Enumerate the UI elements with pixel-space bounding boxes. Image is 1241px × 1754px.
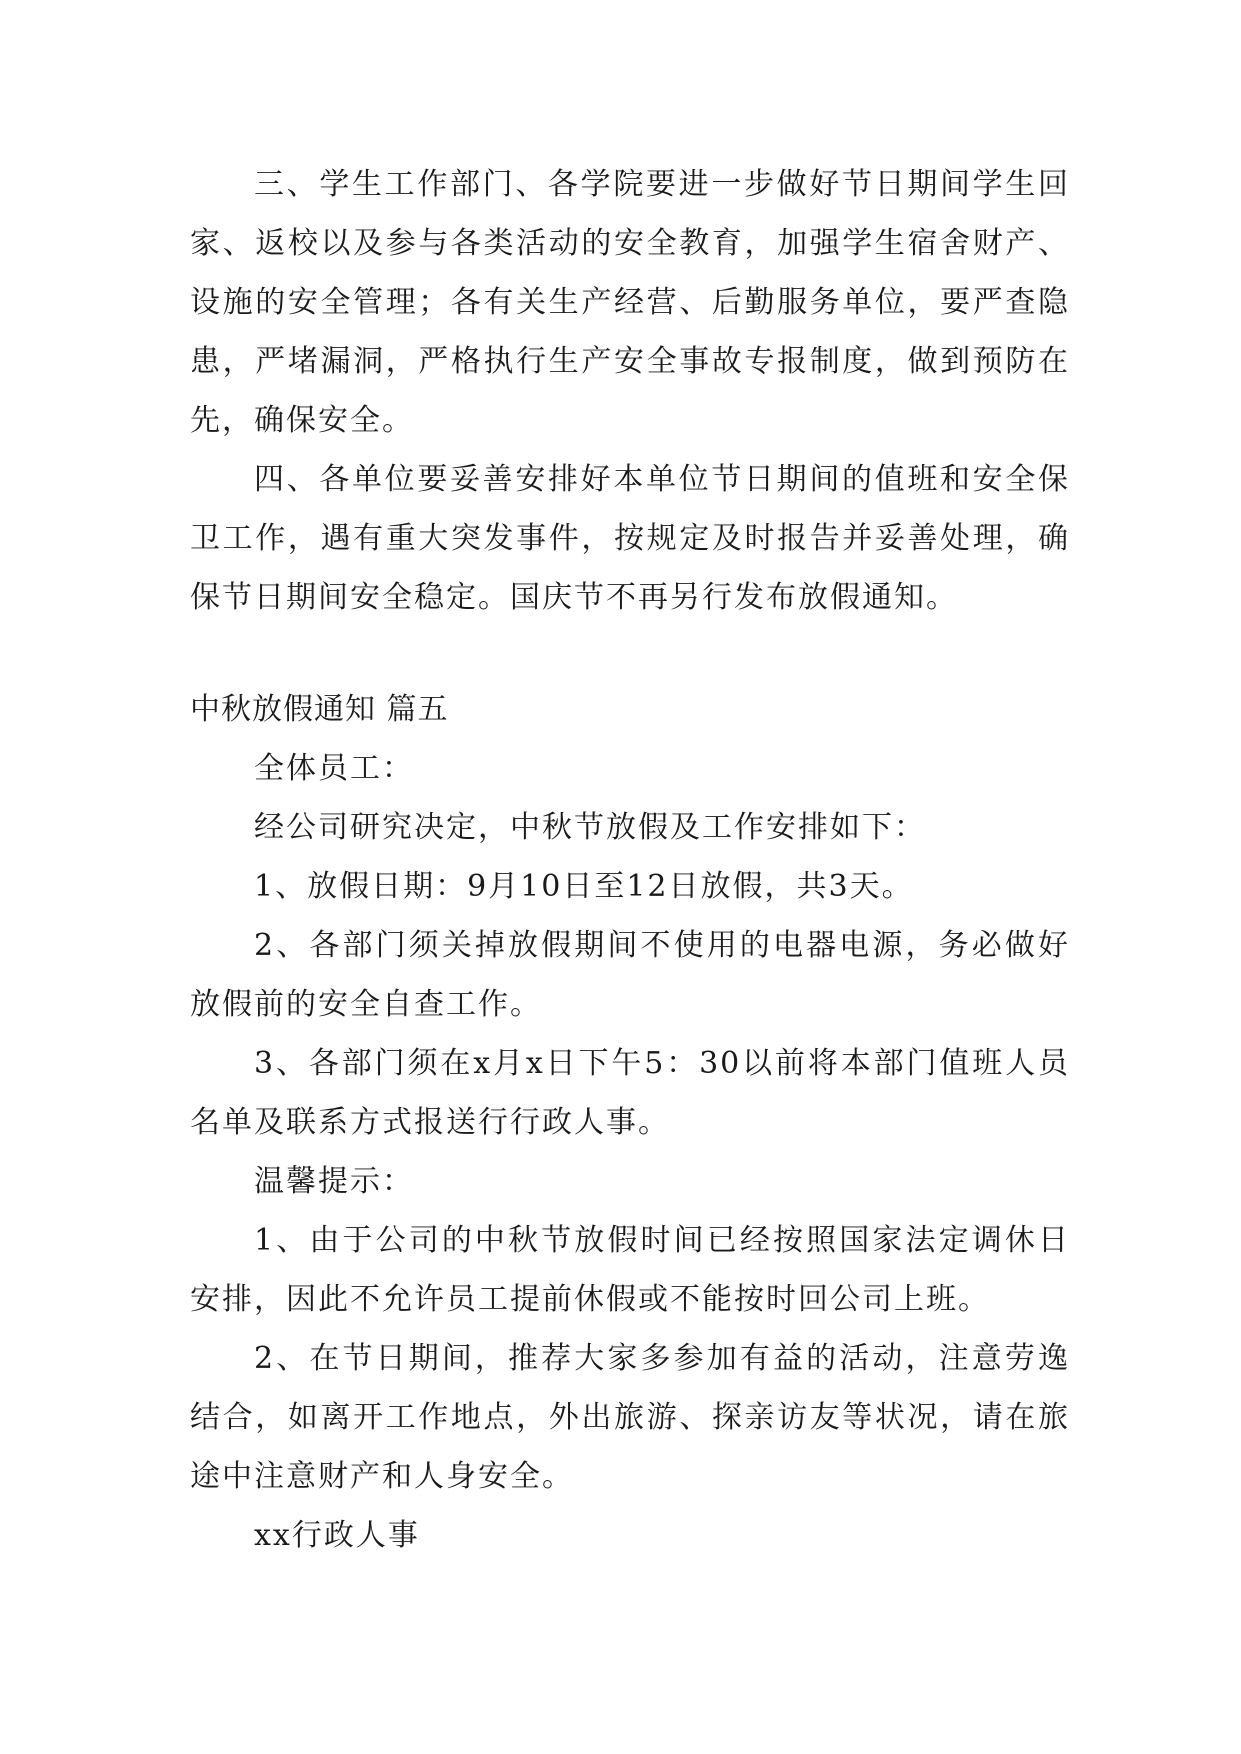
paragraph-intro: 经公司研究决定，中秋节放假及工作安排如下：	[254, 810, 926, 845]
paragraph-tip-2: 2、在节日期间，推荐大家多参加有益的活动，注意劳逸结合，如离开工作地点，外出旅游、探亲访友等状况，请在旅途中注意财产和人身安全。	[190, 1341, 1070, 1494]
paragraph-item-3: 3、各部门须在x月x日下午5：30以前将本部门值班人员名单及联系方式报送行行政人事。	[190, 1046, 1070, 1140]
paragraph-item-1: 1、放假日期：9月10日至12日放假，共3天。	[254, 869, 914, 904]
paragraph-tips-heading: 温馨提示：	[254, 1164, 414, 1199]
paragraph-duty-arrangement: 四、各单位要妥善安排好本单位节日期间的值班和安全保卫工作，遇有重大突发事件，按规定及时报告并妥善处理，确保节日期间安全稳定。国庆节不再另行发布放假通知。	[190, 462, 1070, 615]
document-page	[190, 155, 1070, 1565]
section-title: 中秋放假通知 篇五	[190, 692, 449, 727]
paragraph-tip-1: 1、由于公司的中秋节放假时间已经按照国家法定调休日安排，因此不允许员工提前休假或不能按时回公司上班。	[190, 1223, 1070, 1317]
paragraph-safety-education: 三、学生工作部门、各学院要进一步做好节日期间学生回家、返校以及参与各类活动的安全教育，加强学生宿舍财产、设施的安全管理；各有关生产经营、后勤服务单位，要严查隐患，严堵漏洞，严格执行生产安全事故专报制度，做到预防在先，确保安全。	[190, 167, 1070, 438]
paragraph-signature: xx行政人事	[254, 1518, 420, 1553]
paragraph-item-2: 2、各部门须关掉放假期间不使用的电器电源，务必做好放假前的安全自查工作。	[190, 928, 1070, 1022]
paragraph-salutation: 全体员工：	[254, 751, 414, 786]
